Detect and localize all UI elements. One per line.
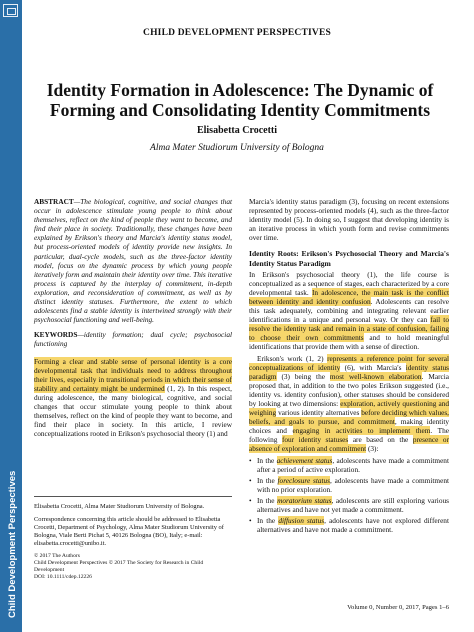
sidebar-journal-name: Child Development Perspectives: [7, 470, 18, 618]
article-title: Identity Formation in Adolescence: The Dynamic of Forming and Consolidating Identity Commitments: [46, 80, 434, 120]
p2-text-a: In Erikson's psychosocial theory (1), the life course is conceptualized as a sequence of stages, each characterized by a core developmental task.: [249, 269, 449, 297]
journal-logo-icon: [3, 4, 18, 17]
p3-text-i: (3):: [366, 444, 379, 454]
bullet-pre: In the: [257, 475, 278, 485]
p3-text-f: , making identity choices and: [249, 417, 449, 436]
copyright-line-2: Child Development Perspectives © 2017 The Society for Research in Child Development: [34, 560, 204, 573]
highlight-reference-point: represents a reference point for several conceptualizations of identity: [249, 353, 449, 372]
highlight-fail-resolve: fail to resolve the identity task and remain in a state of confusion, failing to choose their own commitments: [249, 315, 449, 343]
bullet-pre: In the: [257, 455, 277, 465]
article-author: Elisabetta Crocetti: [196, 125, 278, 136]
bullet-post: , adolescents are still exploring various alternatives and have not yet made a commitment.: [257, 495, 449, 514]
highlight-main-task: In adolescence, the main task is the conflict between identity and identity confusion: [249, 287, 449, 306]
right-paragraph-2: [249, 270, 449, 352]
footnote-divider: [34, 496, 232, 497]
keywords-text: —identity formation; dual cycle; psychosocial functioning: [34, 330, 232, 349]
list-item: [249, 516, 449, 534]
article-affiliation: Alma Mater Studiorum University of Bologna: [150, 143, 324, 153]
sidebar-journal-title: [3, 470, 19, 618]
abstract: [34, 197, 232, 324]
highlight-intro: Forming a clear and stable sense of personal identity is a core developmental task that individuals need to address throughout their lives, especially in transitional periods in which their sense of stability and certainty might be undermined: [34, 356, 232, 393]
highlight-achievement: achievement status: [276, 455, 333, 465]
abstract-label: ABSTRACT: [34, 197, 74, 206]
copyright-line-1: © 2017 The Authors: [34, 553, 80, 559]
bullet-icon: •: [249, 475, 252, 485]
highlight-four-statuses: four identity statuses: [281, 435, 349, 445]
author-note: Elisabetta Crocetti, Alma Mater Studiorum University of Bologna.: [34, 503, 205, 510]
highlight-engaging: engaging in activities to implement them: [292, 426, 431, 436]
running-head: CHILD DEVELOPMENT PERSPECTIVES: [143, 28, 331, 38]
keywords: [34, 330, 232, 348]
highlight-diffusion: diffusion status: [278, 516, 325, 526]
p3-text-b: (6), with Marcia's: [340, 362, 406, 372]
list-item: [249, 456, 449, 474]
p3-text-h: are based on the: [348, 435, 413, 445]
highlight-commitment: before deciding which values, beliefs, and goals to pursue, and commitment: [249, 408, 450, 427]
intro-rest: (1, 2). In this respect, during adolescence, the many biological, cognitive, and social changes that occur stimulate young people to think about themselves, reflect on the kind of people they want to become, and find their place in society. In this article, I review conceptualizations rooted in Erikson's psychosocial theory (1) and: [34, 383, 232, 439]
journal-sidebar: [0, 0, 22, 632]
keywords-label: KEYWORDS: [34, 330, 78, 340]
bullet-icon: •: [249, 455, 252, 465]
bullet-pre: In the: [257, 516, 279, 526]
highlight-presence-absence: presence or absence of exploration and commitment: [249, 435, 449, 454]
right-column: [249, 197, 449, 534]
correspondence-note: Correspondence concerning this article should be addressed to Elisabetta Crocetti, Department of Psychology, Alma Mater Studiorum University of Bologna, Viale Berti Pichat 5, 40126 Bologna (BO), Italy; e-mail: elisabetta.crocetti@unibo.it.: [34, 516, 224, 547]
right-paragraph-1: Marcia's identity status paradigm (3), focusing on recent extensions represented by process-oriented models (4), such as the three-factor identity model (5). In doing so, I suggest that developing identity is an iterative process in which youth form and revise commitments over time.: [249, 197, 449, 243]
highlight-exploration: exploration, actively questioning and weighing: [249, 398, 449, 418]
right-paragraph-3: [249, 354, 449, 454]
bullet-icon: •: [249, 516, 252, 526]
highlight-moratorium: moratorium status: [277, 495, 332, 505]
bullet-post: , adolescents have made a commitment with no prior exploration.: [257, 475, 449, 494]
p3-text-g: . The following: [249, 426, 449, 445]
p3-text-e: various identity alternatives: [276, 408, 362, 418]
left-column: [34, 197, 232, 438]
highlight-foreclosure: foreclosure status: [277, 475, 331, 485]
list-item: [249, 476, 449, 494]
bullet-post: , adolescents have not explored different alternatives and have not made a commitment.: [257, 516, 449, 535]
doi-line: DOI: 10.1111/cdep.12226: [34, 574, 92, 580]
bullet-icon: •: [249, 495, 252, 505]
p3-text-a: Erikson's work (1, 2): [257, 353, 328, 363]
footnotes: [34, 503, 232, 581]
bullet-pre: In the: [257, 495, 278, 505]
abstract-text: —The biological, cognitive, and social changes that occur in adolescence stimulate young people to think about themselves, reflect on the kind of people they want to become, and find their place in society. Traditionally, these changes have been explained by Erikson's theory and Marcia's identity status model, but process-oriented models of identity provide new insights. In particular, dual-cycle models, such as the three-factor identity model, focus on the dynamic process by which young people iteratively form and maintain their identity over time. This iterative process is captured by the interplay of commitment, in-depth exploration, and reconsideration of commitment, as well as by distinct identity statuses. Furthermore, the extent to which adolescents find a stable identity is intertwined strongly with their psychosocial functioning and well-being.: [34, 197, 232, 325]
intro-paragraph: [34, 357, 232, 439]
p2-text-b: . Adolescents can resolve this task adequately, combining and integrating relevant earlier identifications in a unique and personal way. Or they can: [249, 296, 449, 325]
section-heading: Identity Roots: Erikson's Psychosocial Theory and Marcia's Identity Status Paradigm: [249, 249, 449, 268]
p3-text-d: . Marcia proposed that, in addition to the two poles Erikson suggested (i.e., identity vs. identity confusion), other statuses should be considered by looking at two dimensions:: [249, 371, 449, 408]
bullet-post: , adolescents have made a commitment after a period of active exploration.: [257, 455, 449, 474]
p2-text-c: and to hold meaningful identifications that provide them with a sense of direction.: [249, 333, 449, 352]
p3-text-c: (3) being the: [276, 371, 330, 381]
page-footer: Volume 0, Number 0, 2017, Pages 1–6: [347, 604, 449, 611]
list-item: [249, 496, 449, 514]
highlight-status-paradigm: identity status paradigm: [249, 362, 449, 381]
highlight-well-known: most well-known elaboration: [329, 371, 422, 381]
